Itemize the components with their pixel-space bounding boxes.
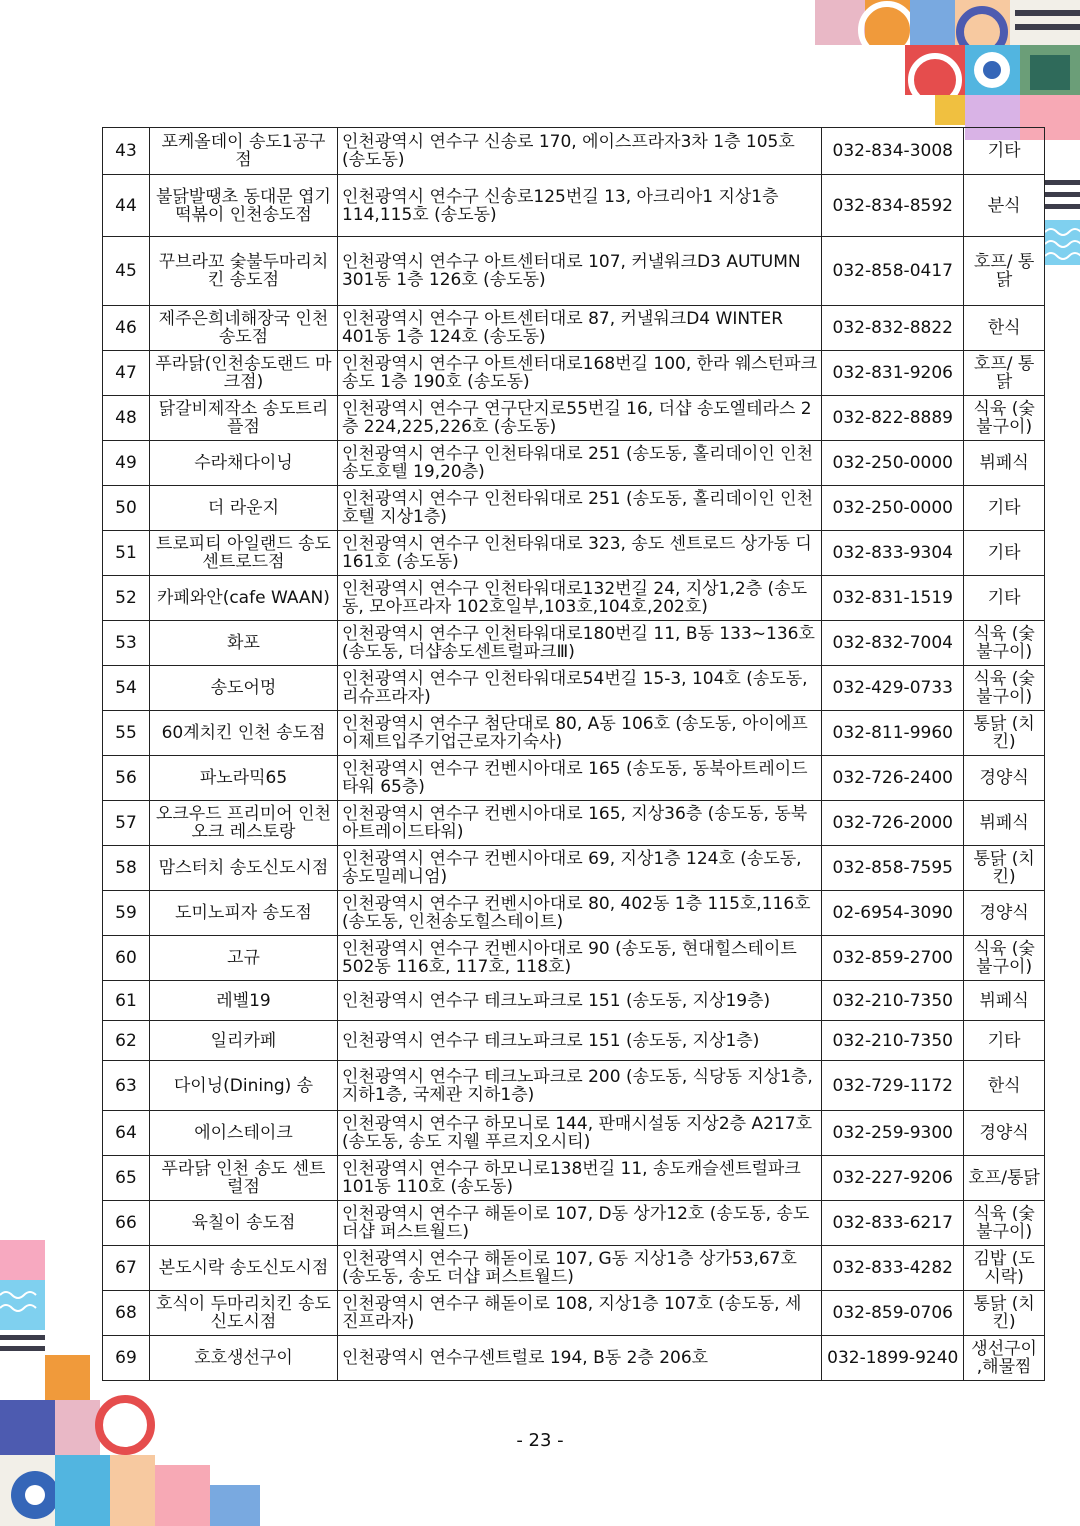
restaurant-category: 통닭 (치킨) (964, 846, 1045, 891)
restaurant-phone: 032-1899-9240 (822, 1336, 964, 1381)
restaurant-category: 통닭 (치킨) (964, 1291, 1045, 1336)
restaurant-address: 인천광역시 연수구 테크노파크로 151 (송도동, 지상19층) (337, 981, 821, 1021)
restaurant-name: 호식이 두마리치킨 송도신도시점 (149, 1291, 337, 1336)
table-row (103, 981, 1045, 1021)
restaurant-category: 생선구이 ,해물찜 (964, 1336, 1045, 1381)
restaurant-address: 인천광역시 연수구 신송로 170, 에이스프라자3차 1층 105호 (송도동) (337, 128, 821, 175)
restaurant-name: 60계치킨 인천 송도점 (149, 711, 337, 756)
page-number: - 23 - (516, 1430, 564, 1451)
restaurant-name: 화포 (149, 621, 337, 666)
restaurant-address: 인천광역시 연수구 인천타워대로 323, 송도 센트로드 상가동 디161호 (송도동) (337, 531, 821, 576)
row-number: 63 (103, 1061, 150, 1111)
table-row (103, 237, 1045, 306)
restaurant-category: 뷔페식 (964, 441, 1045, 486)
restaurant-address: 인천광역시 연수구 컨벤시아대로 69, 지상1층 124호 (송도동, 송도밀레니엄) (337, 846, 821, 891)
restaurant-category: 기타 (964, 531, 1045, 576)
row-number: 62 (103, 1021, 150, 1061)
restaurant-name: 본도시락 송도신도시점 (149, 1246, 337, 1291)
row-number: 43 (103, 128, 150, 175)
restaurant-phone: 032-833-9304 (822, 531, 964, 576)
restaurant-address: 인천광역시 연수구 하모니로138번길 11, 송도캐슬센트럴파크 101동 110호 (송도동) (337, 1156, 821, 1201)
restaurant-category: 뷔페식 (964, 801, 1045, 846)
restaurant-address: 인천광역시 연수구 연구단지로55번길 16, 더샵 송도엘테라스 2층 224,225,226호 (송도동) (337, 396, 821, 441)
restaurant-address: 인천광역시 연수구 테크노파크로 200 (송도동, 식당동 지상1층,지하1층, 국제관 지하1층) (337, 1061, 821, 1111)
restaurant-phone: 032-227-9206 (822, 1156, 964, 1201)
restaurant-name: 더 라운지 (149, 486, 337, 531)
restaurant-phone: 032-831-1519 (822, 576, 964, 621)
restaurant-category: 식육 (숯불구이) (964, 666, 1045, 711)
table-row (103, 351, 1045, 396)
restaurant-phone: 032-834-8592 (822, 175, 964, 237)
restaurant-name: 꾸브라꼬 숯불두마리치킨 송도점 (149, 237, 337, 306)
restaurant-phone: 032-833-4282 (822, 1246, 964, 1291)
decorative-pattern-right-edge (1045, 140, 1080, 290)
table-row (103, 1021, 1045, 1061)
restaurant-category: 기타 (964, 1021, 1045, 1061)
restaurant-name: 푸라닭 인천 송도 센트럴점 (149, 1156, 337, 1201)
restaurant-address: 인천광역시 연수구 인천타워대로180번길 11, B동 133~136호 (송도동, 더샵송도센트럴파크Ⅲ) (337, 621, 821, 666)
row-number: 44 (103, 175, 150, 237)
restaurant-name: 맘스터치 송도신도시점 (149, 846, 337, 891)
table-row (103, 936, 1045, 981)
restaurant-phone: 032-429-0733 (822, 666, 964, 711)
row-number: 56 (103, 756, 150, 801)
row-number: 60 (103, 936, 150, 981)
table-row (103, 1156, 1045, 1201)
restaurant-category: 기타 (964, 576, 1045, 621)
restaurant-category: 분식 (964, 175, 1045, 237)
restaurant-address: 인천광역시 연수구 하모니로 144, 판매시설동 지상2층 A217호 (송도동, 송도 지웰 푸르지오시티) (337, 1111, 821, 1156)
restaurant-phone: 032-250-0000 (822, 441, 964, 486)
restaurant-category: 기타 (964, 128, 1045, 175)
restaurant-phone: 032-832-7004 (822, 621, 964, 666)
restaurant-address: 인천광역시 연수구 컨벤시아대로 165, 지상36층 (송도동, 동북아트레이드타워) (337, 801, 821, 846)
restaurant-name: 육칠이 송도점 (149, 1201, 337, 1246)
table-row (103, 128, 1045, 175)
row-number: 57 (103, 801, 150, 846)
restaurant-address: 인천광역시 연수구 첨단대로 80, A동 106호 (송도동, 아이에프이제트입주기업근로자기숙사) (337, 711, 821, 756)
table-row (103, 1111, 1045, 1156)
restaurant-name: 도미노피자 송도점 (149, 891, 337, 936)
table-row (103, 1291, 1045, 1336)
restaurant-address: 인천광역시 연수구 인천타워대로132번길 24, 지상1,2층 (송도동, 모아프라자 102호일부,103호,104호,202호) (337, 576, 821, 621)
table-row (103, 1061, 1045, 1111)
table-row (103, 1336, 1045, 1381)
table-row (103, 396, 1045, 441)
restaurant-phone: 032-834-3008 (822, 128, 964, 175)
row-number: 48 (103, 396, 150, 441)
restaurant-name: 다이닝(Dining) 송 (149, 1061, 337, 1111)
restaurant-name: 파노라믹65 (149, 756, 337, 801)
restaurant-name: 트로피티 아일랜드 송도센트로드점 (149, 531, 337, 576)
restaurant-category: 김밥 (도시락) (964, 1246, 1045, 1291)
restaurant-phone: 032-858-7595 (822, 846, 964, 891)
restaurant-phone: 032-831-9206 (822, 351, 964, 396)
restaurant-phone: 032-729-1172 (822, 1061, 964, 1111)
restaurant-address: 인천광역시 연수구 아트센터대로168번길 100, 한라 웨스턴파크 송도 1층 190호 (송도동) (337, 351, 821, 396)
restaurant-phone: 032-858-0417 (822, 237, 964, 306)
restaurant-address: 인천광역시 연수구 컨벤시아대로 165 (송도동, 동북아트레이드타워 65층) (337, 756, 821, 801)
restaurant-name: 닭갈비제작소 송도트리플점 (149, 396, 337, 441)
restaurant-category: 한식 (964, 306, 1045, 351)
restaurant-category: 경양식 (964, 891, 1045, 936)
row-number: 59 (103, 891, 150, 936)
restaurant-name: 호호생선구이 (149, 1336, 337, 1381)
row-number: 51 (103, 531, 150, 576)
row-number: 66 (103, 1201, 150, 1246)
restaurant-category: 경양식 (964, 756, 1045, 801)
table-row (103, 1201, 1045, 1246)
table-row (103, 711, 1045, 756)
table-row (103, 175, 1045, 237)
table-row (103, 666, 1045, 711)
row-number: 47 (103, 351, 150, 396)
restaurant-name: 레벨19 (149, 981, 337, 1021)
restaurant-phone: 032-833-6217 (822, 1201, 964, 1246)
row-number: 68 (103, 1291, 150, 1336)
restaurant-address: 인천광역시 연수구 인천타워대로54번길 15-3, 104호 (송도동, 리슈프라자) (337, 666, 821, 711)
restaurant-address: 인천광역시 연수구 신송로125번길 13, 아크리아1 지상1층 114,115호 (송도동) (337, 175, 821, 237)
restaurant-category: 호프/통닭 (964, 1156, 1045, 1201)
table-row (103, 1246, 1045, 1291)
row-number: 52 (103, 576, 150, 621)
restaurant-name: 푸라닭(인천송도랜드 마크점) (149, 351, 337, 396)
row-number: 53 (103, 621, 150, 666)
restaurant-address: 인천광역시 연수구 아트센터대로 87, 커낼워크D4 WINTER 401동 1층 124호 (송도동) (337, 306, 821, 351)
restaurant-phone: 032-250-0000 (822, 486, 964, 531)
restaurant-name: 수라채다이닝 (149, 441, 337, 486)
restaurant-phone: 032-726-2400 (822, 756, 964, 801)
table-row (103, 891, 1045, 936)
table-row (103, 846, 1045, 891)
restaurant-address: 인천광역시 연수구 테크노파크로 151 (송도동, 지상1층) (337, 1021, 821, 1061)
restaurant-name: 포케올데이 송도1공구점 (149, 128, 337, 175)
restaurant-category: 식육 (숯불구이) (964, 396, 1045, 441)
row-number: 64 (103, 1111, 150, 1156)
restaurant-category: 호프/ 통닭 (964, 351, 1045, 396)
restaurant-phone: 032-822-8889 (822, 396, 964, 441)
restaurant-address: 인천광역시 연수구 컨벤시아대로 80, 402동 1층 115호,116호 (송도동, 인천송도힐스테이트) (337, 891, 821, 936)
restaurant-phone: 032-811-9960 (822, 711, 964, 756)
restaurant-name: 불닭발땡초 동대문 엽기떡볶이 인천송도점 (149, 175, 337, 237)
row-number: 58 (103, 846, 150, 891)
row-number: 55 (103, 711, 150, 756)
restaurant-address: 인천광역시 연수구 해돋이로 107, D동 상가12호 (송도동, 송도 더샵 퍼스트월드) (337, 1201, 821, 1246)
restaurant-category: 식육 (숯불구이) (964, 621, 1045, 666)
restaurant-name: 카페와안(cafe WAAN) (149, 576, 337, 621)
restaurant-table-body (103, 128, 1045, 1381)
restaurant-phone: 032-210-7350 (822, 981, 964, 1021)
restaurant-name: 일리카페 (149, 1021, 337, 1061)
restaurant-category: 뷔페식 (964, 981, 1045, 1021)
row-number: 50 (103, 486, 150, 531)
decorative-pattern-top-right (815, 0, 1080, 140)
restaurant-address: 인천광역시 연수구 인천타워대로 251 (송도동, 홀리데이인 인천송도호텔 19,20층) (337, 441, 821, 486)
restaurant-table (102, 127, 1045, 1381)
table-row (103, 801, 1045, 846)
restaurant-phone: 032-259-9300 (822, 1111, 964, 1156)
restaurant-name: 송도어멍 (149, 666, 337, 711)
row-number: 49 (103, 441, 150, 486)
restaurant-category: 기타 (964, 486, 1045, 531)
table-row (103, 306, 1045, 351)
restaurant-address: 인천광역시 연수구센트럴로 194, B동 2층 206호 (337, 1336, 821, 1381)
row-number: 67 (103, 1246, 150, 1291)
restaurant-name: 고규 (149, 936, 337, 981)
row-number: 45 (103, 237, 150, 306)
restaurant-name: 제주은희네해장국 인천송도점 (149, 306, 337, 351)
row-number: 54 (103, 666, 150, 711)
restaurant-phone: 032-832-8822 (822, 306, 964, 351)
restaurant-phone: 02-6954-3090 (822, 891, 964, 936)
restaurant-address: 인천광역시 연수구 해돋이로 107, G동 지상1층 상가53,67호 (송도동, 송도 더샵 퍼스트월드) (337, 1246, 821, 1291)
restaurant-phone: 032-859-0706 (822, 1291, 964, 1336)
restaurant-name: 에이스테이크 (149, 1111, 337, 1156)
restaurant-address: 인천광역시 연수구 인천타워대로 251 (송도동, 홀리데이인 인천호텔 지상1층) (337, 486, 821, 531)
table-row (103, 486, 1045, 531)
table-row (103, 531, 1045, 576)
restaurant-address: 인천광역시 연수구 아트센터대로 107, 커낼워크D3 AUTUMN 301동 1층 126호 (송도동) (337, 237, 821, 306)
table-row (103, 441, 1045, 486)
restaurant-category: 식육 (숯불구이) (964, 936, 1045, 981)
restaurant-category: 한식 (964, 1061, 1045, 1111)
table-row (103, 756, 1045, 801)
restaurant-category: 호프/ 통닭 (964, 237, 1045, 306)
restaurant-name: 오크우드 프리미어 인천 오크 레스토랑 (149, 801, 337, 846)
restaurant-category: 식육 (숯불구이) (964, 1201, 1045, 1246)
restaurant-phone: 032-859-2700 (822, 936, 964, 981)
row-number: 46 (103, 306, 150, 351)
restaurant-category: 통닭 (치킨) (964, 711, 1045, 756)
restaurant-phone: 032-210-7350 (822, 1021, 964, 1061)
table-row (103, 576, 1045, 621)
row-number: 65 (103, 1156, 150, 1201)
restaurant-address: 인천광역시 연수구 컨벤시아대로 90 (송도동, 현대힐스테이트 502동 116호, 117호, 118호) (337, 936, 821, 981)
restaurant-category: 경양식 (964, 1111, 1045, 1156)
row-number: 69 (103, 1336, 150, 1381)
restaurant-address: 인천광역시 연수구 해돋이로 108, 지상1층 107호 (송도동, 세진프라자) (337, 1291, 821, 1336)
row-number: 61 (103, 981, 150, 1021)
restaurant-phone: 032-726-2000 (822, 801, 964, 846)
table-row (103, 621, 1045, 666)
